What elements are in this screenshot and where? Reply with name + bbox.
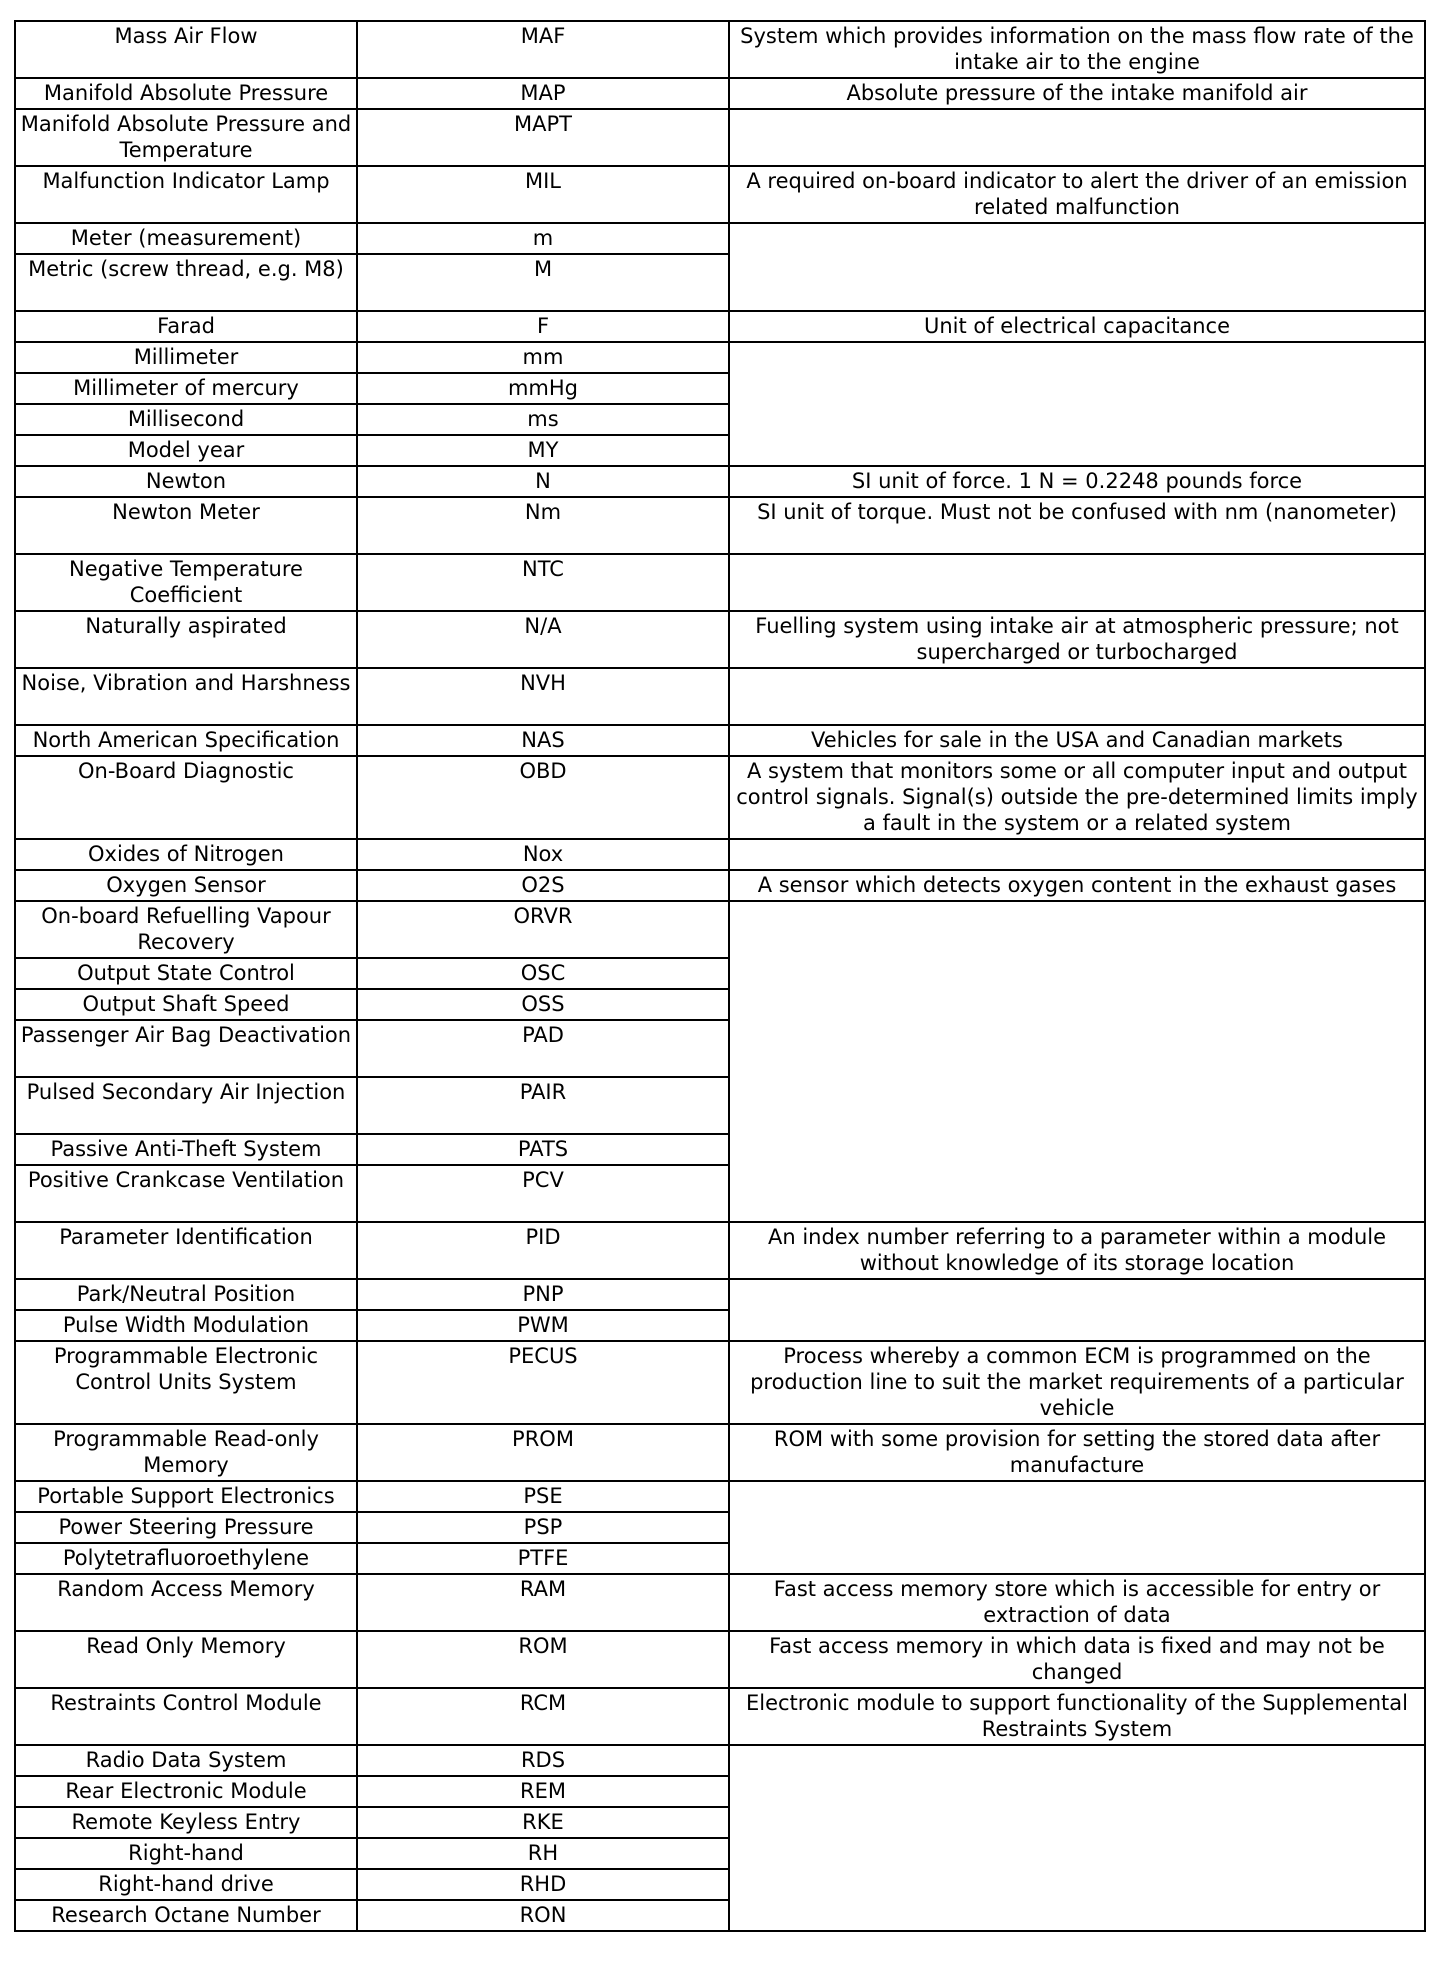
term-cell: Right-hand [15, 1838, 357, 1869]
term-cell: Random Access Memory [15, 1574, 357, 1631]
term-cell: Output Shaft Speed [15, 989, 357, 1020]
term-cell: Manifold Absolute Pressure and Temperature [15, 109, 357, 166]
term-cell: Noise, Vibration and Harshness [15, 668, 357, 725]
term-cell: Remote Keyless Entry [15, 1807, 357, 1838]
term-cell: Positive Crankcase Ventilation [15, 1165, 357, 1222]
abbreviation-cell: PCV [357, 1165, 729, 1222]
term-cell: On-Board Diagnostic [15, 756, 357, 839]
term-cell: Passive Anti-Theft System [15, 1134, 357, 1165]
abbreviation-cell: MAPT [357, 109, 729, 166]
abbreviation-cell: mm [357, 342, 729, 373]
term-cell: Pulsed Secondary Air Injection [15, 1077, 357, 1134]
abbreviation-cell: ROM [357, 1631, 729, 1688]
term-cell: Radio Data System [15, 1745, 357, 1776]
abbreviation-cell: Nm [357, 497, 729, 554]
term-cell: Restraints Control Module [15, 1688, 357, 1745]
term-cell: Portable Support Electronics [15, 1481, 357, 1512]
table-row [15, 1631, 1425, 1688]
abbreviation-cell: OSC [357, 958, 729, 989]
description-cell [729, 1481, 1425, 1574]
table-row [15, 1481, 1425, 1512]
description-cell [729, 109, 1425, 166]
term-cell: Newton Meter [15, 497, 357, 554]
abbreviation-cell: MAF [357, 21, 729, 78]
description-cell: Process whereby a common ECM is programmed on the production line to suit the market requirements of a particular vehicle [729, 1341, 1425, 1424]
term-cell: Park/Neutral Position [15, 1279, 357, 1310]
abbreviation-cell: PWM [357, 1310, 729, 1341]
term-cell: Oxides of Nitrogen [15, 839, 357, 870]
description-cell: ROM with some provision for setting the stored data after manufacture [729, 1424, 1425, 1481]
term-cell: On-board Refuelling Vapour Recovery [15, 901, 357, 958]
term-cell: North American Specification [15, 725, 357, 756]
description-cell [729, 554, 1425, 611]
term-cell: Right-hand drive [15, 1869, 357, 1900]
term-cell: Millimeter of mercury [15, 373, 357, 404]
term-cell: Power Steering Pressure [15, 1512, 357, 1543]
abbreviation-cell: NVH [357, 668, 729, 725]
term-cell: Rear Electronic Module [15, 1776, 357, 1807]
abbreviation-cell: ORVR [357, 901, 729, 958]
abbreviation-cell: OBD [357, 756, 729, 839]
abbreviations-table [14, 20, 1426, 1932]
abbreviation-cell: OSS [357, 989, 729, 1020]
abbreviation-cell: NTC [357, 554, 729, 611]
term-cell: Negative Temperature Coefficient [15, 554, 357, 611]
abbreviation-cell: m [357, 223, 729, 254]
abbreviation-cell: mmHg [357, 373, 729, 404]
abbreviation-cell: PNP [357, 1279, 729, 1310]
table-row [15, 901, 1425, 958]
abbreviation-cell: MIL [357, 166, 729, 223]
abbreviation-cell: RCM [357, 1688, 729, 1745]
table-row [15, 725, 1425, 756]
description-cell [729, 1279, 1425, 1341]
table-row [15, 1279, 1425, 1310]
description-cell [729, 1745, 1425, 1931]
abbreviation-cell: F [357, 311, 729, 342]
description-cell: A system that monitors some or all computer input and output control signals. Signal(s) outside the pre-determined limits imply a fault in the system or a related system [729, 756, 1425, 839]
abbreviation-cell: RON [357, 1900, 729, 1931]
term-cell: Read Only Memory [15, 1631, 357, 1688]
abbreviation-cell: O2S [357, 870, 729, 901]
term-cell: Millimeter [15, 342, 357, 373]
table-row [15, 1424, 1425, 1481]
description-cell: A sensor which detects oxygen content in the exhaust gases [729, 870, 1425, 901]
term-cell: Model year [15, 435, 357, 466]
description-cell: A required on-board indicator to alert the driver of an emission related malfunction [729, 166, 1425, 223]
table-row [15, 1745, 1425, 1776]
table-row [15, 756, 1425, 839]
table-row [15, 870, 1425, 901]
abbreviation-cell: RH [357, 1838, 729, 1869]
description-cell [729, 901, 1425, 1222]
term-cell: Passenger Air Bag Deactivation [15, 1020, 357, 1077]
abbreviation-cell: PSP [357, 1512, 729, 1543]
abbreviation-cell: PID [357, 1222, 729, 1279]
abbreviation-cell: PATS [357, 1134, 729, 1165]
description-cell [729, 839, 1425, 870]
description-cell: Vehicles for sale in the USA and Canadian markets [729, 725, 1425, 756]
table-row [15, 554, 1425, 611]
abbreviation-cell: N [357, 466, 729, 497]
table-row [15, 223, 1425, 254]
term-cell: Programmable Read-only Memory [15, 1424, 357, 1481]
term-cell: Parameter Identification [15, 1222, 357, 1279]
term-cell: Naturally aspirated [15, 611, 357, 668]
abbreviations-table-body [15, 21, 1425, 1931]
abbreviation-cell: MAP [357, 78, 729, 109]
table-row [15, 466, 1425, 497]
description-cell: An index number referring to a parameter within a module without knowledge of its storage location [729, 1222, 1425, 1279]
table-row [15, 311, 1425, 342]
table-row [15, 166, 1425, 223]
term-cell: Research Octane Number [15, 1900, 357, 1931]
description-cell [729, 668, 1425, 725]
abbreviation-cell: PAD [357, 1020, 729, 1077]
term-cell: Newton [15, 466, 357, 497]
table-row [15, 21, 1425, 78]
table-row [15, 1222, 1425, 1279]
abbreviation-cell: PROM [357, 1424, 729, 1481]
abbreviation-cell: PTFE [357, 1543, 729, 1574]
term-cell: Oxygen Sensor [15, 870, 357, 901]
abbreviation-cell: RDS [357, 1745, 729, 1776]
description-cell: Fast access memory in which data is fixed and may not be changed [729, 1631, 1425, 1688]
abbreviation-cell: RAM [357, 1574, 729, 1631]
table-row [15, 839, 1425, 870]
description-cell: SI unit of force. 1 N = 0.2248 pounds force [729, 466, 1425, 497]
abbreviation-cell: PSE [357, 1481, 729, 1512]
term-cell: Metric (screw thread, e.g. M8) [15, 254, 357, 311]
abbreviation-cell: RKE [357, 1807, 729, 1838]
abbreviation-cell: PECUS [357, 1341, 729, 1424]
description-cell: Fuelling system using intake air at atmospheric pressure; not supercharged or turbocharged [729, 611, 1425, 668]
description-cell: SI unit of torque. Must not be confused with nm (nanometer) [729, 497, 1425, 554]
description-cell: Fast access memory store which is accessible for entry or extraction of data [729, 1574, 1425, 1631]
term-cell: Millisecond [15, 404, 357, 435]
description-cell: Absolute pressure of the intake manifold air [729, 78, 1425, 109]
description-cell [729, 342, 1425, 466]
table-row [15, 78, 1425, 109]
abbreviation-cell: PAIR [357, 1077, 729, 1134]
abbreviation-cell: ms [357, 404, 729, 435]
abbreviation-cell: M [357, 254, 729, 311]
term-cell: Manifold Absolute Pressure [15, 78, 357, 109]
abbreviation-cell: REM [357, 1776, 729, 1807]
table-row [15, 497, 1425, 554]
term-cell: Mass Air Flow [15, 21, 357, 78]
term-cell: Meter (measurement) [15, 223, 357, 254]
table-row [15, 1574, 1425, 1631]
table-row [15, 611, 1425, 668]
table-row [15, 1688, 1425, 1745]
term-cell: Malfunction Indicator Lamp [15, 166, 357, 223]
term-cell: Polytetrafluoroethylene [15, 1543, 357, 1574]
description-cell: System which provides information on the mass flow rate of the intake air to the engine [729, 21, 1425, 78]
table-row [15, 668, 1425, 725]
description-cell [729, 223, 1425, 311]
term-cell: Pulse Width Modulation [15, 1310, 357, 1341]
table-row [15, 342, 1425, 373]
table-row [15, 1341, 1425, 1424]
table-row [15, 109, 1425, 166]
abbreviation-cell: MY [357, 435, 729, 466]
description-cell: Electronic module to support functionality of the Supplemental Restraints System [729, 1688, 1425, 1745]
description-cell: Unit of electrical capacitance [729, 311, 1425, 342]
term-cell: Farad [15, 311, 357, 342]
term-cell: Output State Control [15, 958, 357, 989]
abbreviation-cell: RHD [357, 1869, 729, 1900]
abbreviation-cell: Nox [357, 839, 729, 870]
abbreviation-cell: NAS [357, 725, 729, 756]
term-cell: Programmable Electronic Control Units System [15, 1341, 357, 1424]
abbreviation-cell: N/A [357, 611, 729, 668]
